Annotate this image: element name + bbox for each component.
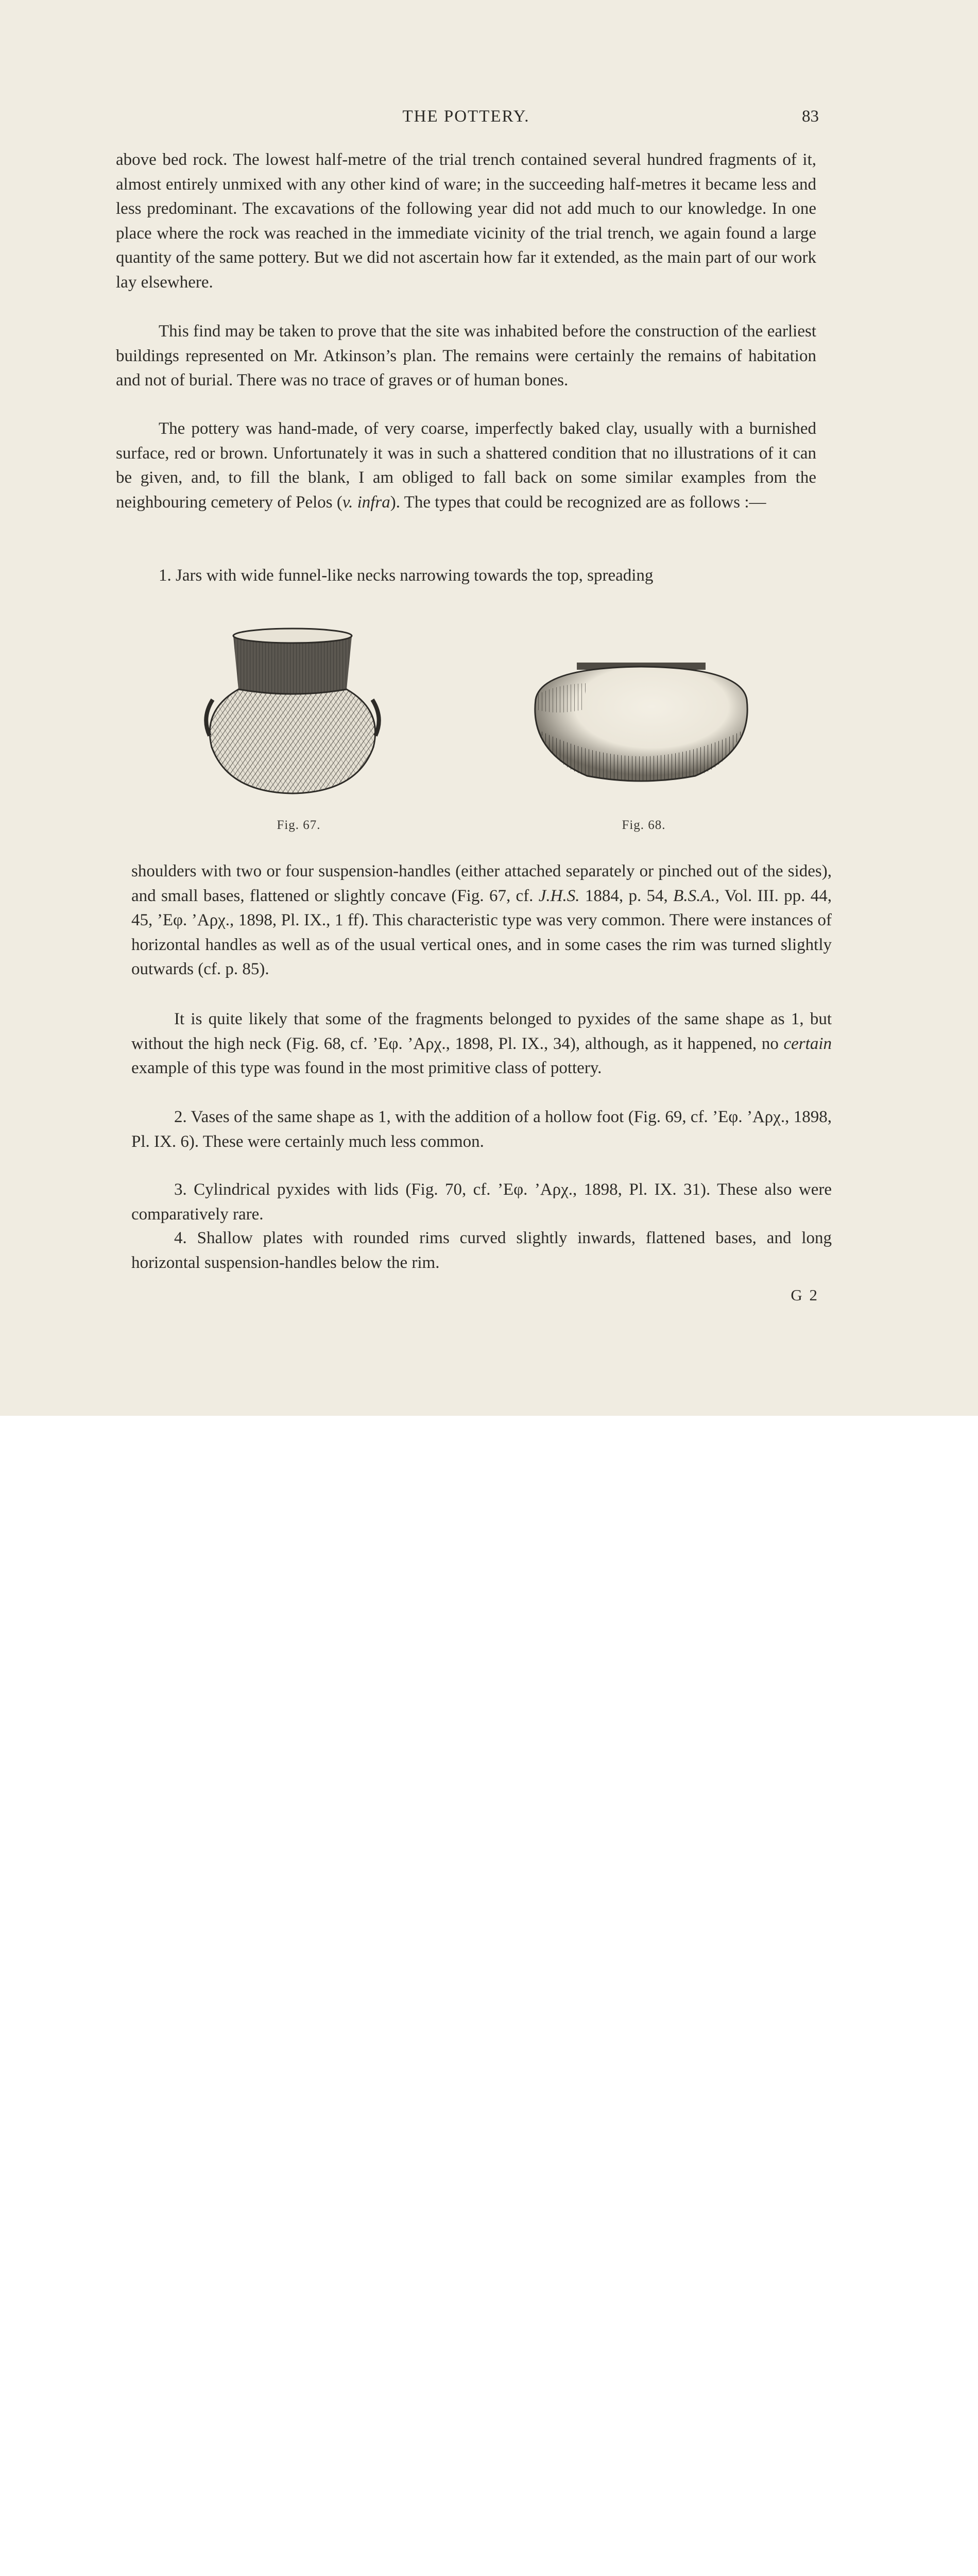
paragraph-type-2: 2. Vases of the same shape as 1, with the addition of a hollow foot (Fig. 69, cf. ’Εφ. ’Αρχ., 1898, Pl. IX. 6). These were certainly much less common. bbox=[131, 1108, 832, 1151]
running-header bbox=[113, 107, 819, 132]
text-run: ). The types that could be recognized are as follows :— bbox=[390, 493, 766, 512]
paragraph-type-1: 1. Jars with wide funnel-like necks narrowing towards the top, spreading bbox=[159, 566, 654, 585]
italic-run: J.H.S. bbox=[538, 886, 580, 905]
text-run: It is quite likely that some of the fragments belonged to pyxides of the same shape as 1, but without the high neck (Fig. 68, cf. ’Εφ. ’Αρχ., 1898, Pl. IX., 34), although, as it happened, no bbox=[131, 1010, 832, 1053]
paragraph-type-3: 3. Cylindrical pyxides with lids (Fig. 70, cf. ’Εφ. ’Αρχ., 1898, Pl. IX. 31). These also were comparatively rare. bbox=[131, 1180, 832, 1224]
figure-68-caption: Fig. 68. bbox=[622, 818, 666, 832]
paragraph-pyxides bbox=[131, 1007, 832, 1081]
paragraph-shoulders bbox=[131, 859, 832, 982]
text-run: , Vol. III. pp. 44, 45, ’Εφ. ’Αρχ., 1898, Pl. IX., 1 ff). This characteristic type was very common. There were instances of horizontal handles as well as of the usual vertical ones, and in some cases the rim was turned slightly outwards (cf. p. 85). bbox=[131, 886, 832, 978]
signature-mark: G 2 bbox=[791, 1286, 819, 1304]
italic-run: B.S.A. bbox=[673, 886, 715, 905]
paragraph-type-4: 4. Shallow plates with rounded rims curved slightly inwards, flattened bases, and long horizontal suspension-handles below the rim. bbox=[131, 1229, 832, 1272]
text-run: The pottery was hand-made, of very coarse, imperfectly baked clay, usually with a burnished surface, red or brown. Unfortunately it was in such a shattered condition that no illustrations of it can be given, and, to fill the blank, I am obliged to fall back on some similar examples from the neighbouring cemetery of Pelos ( bbox=[116, 419, 816, 512]
text-run: 1884, p. 54, bbox=[579, 886, 674, 905]
page-number: 83 bbox=[802, 107, 819, 126]
figure-67-caption: Fig. 67. bbox=[277, 818, 321, 832]
italic-run: certain bbox=[783, 1034, 832, 1053]
paragraph-pottery-description bbox=[116, 417, 816, 515]
text-run: shoulders with two or four suspension-handles (either attached separately or pinched out of the sides), and small bases, flattened or slightly concave (Fig. 67, cf. bbox=[131, 862, 832, 905]
figure-68-pyxis-illustration bbox=[520, 653, 762, 787]
paragraph-find: This find may be taken to prove that the site was inhabited before the construction of the earliest buildings represented on Mr. Atkinson’s plan. The remains were certainly the remains of habitation and not of burial. There was no trace of graves or of human bones. bbox=[116, 322, 816, 389]
text-run: example of this type was found in the most primitive class of pottery. bbox=[131, 1059, 602, 1077]
running-title: THE POTTERY. bbox=[402, 107, 530, 126]
paragraph-bed-rock: above bed rock. The lowest half-metre of the trial trench contained several hundred fragments of it, almost entirely unmixed with any other kind of ware; in the succeeding half-metres it became less and less predominant. The excavations of the following year did not add much to our knowledge. In one place where the rock was reached in the immediate vicinity of the trial trench, we again found a large quantity of the same pottery. But we did not ascertain how far it extended, as the main part of our work lay elsewhere. bbox=[116, 150, 816, 292]
footer-bar bbox=[0, 1416, 978, 1562]
figure-67-jar-illustration bbox=[197, 612, 388, 798]
italic-run: v. infra bbox=[342, 493, 390, 512]
